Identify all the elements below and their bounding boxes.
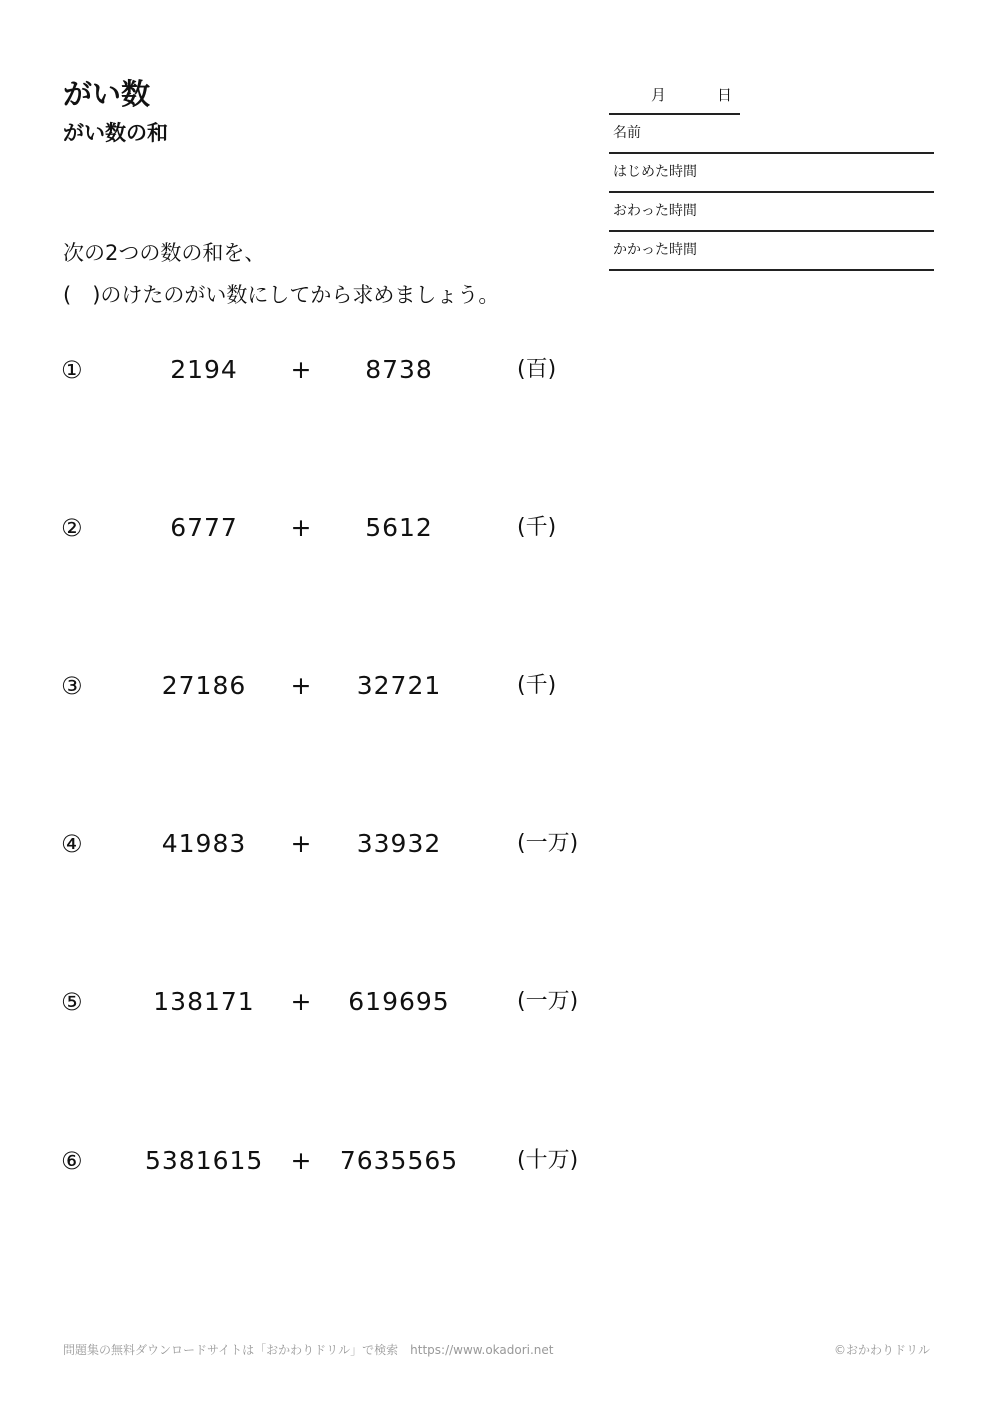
elapsed-time-field[interactable] (609, 232, 934, 271)
problem-6 (0, 1141, 620, 1181)
plus-operator: + (290, 1146, 312, 1175)
first-operand: 5381615 (145, 1146, 264, 1175)
name-label: 名前 (613, 125, 641, 141)
start-time-field[interactable] (609, 154, 934, 193)
day-label: 日 (717, 86, 733, 104)
problem-number: ① (61, 356, 83, 384)
instruction-line-2: ( )のけたのがい数にしてから求めましょう。 (63, 283, 500, 307)
date-field[interactable] (609, 77, 740, 115)
rounding-place: (一万) (517, 831, 579, 856)
rounding-place: (百) (517, 357, 557, 382)
first-operand: 2194 (170, 355, 238, 384)
plus-operator: + (290, 513, 312, 542)
problem-number: ⑥ (61, 1147, 83, 1175)
problem-1 (0, 350, 620, 390)
problem-4 (0, 824, 620, 864)
rounding-place: (一万) (517, 989, 579, 1014)
problem-number: ③ (61, 672, 83, 700)
rounding-place: (十万) (517, 1148, 579, 1173)
second-operand: 8738 (365, 355, 433, 384)
first-operand: 138171 (153, 987, 255, 1016)
name-field[interactable] (609, 115, 934, 154)
page-subtitle: がい数の和 (63, 121, 168, 145)
second-operand: 7635565 (339, 1146, 459, 1175)
problem-number: ⑤ (61, 988, 83, 1016)
problem-number: ④ (61, 830, 83, 858)
plus-operator: + (290, 987, 312, 1016)
instruction-line-1: 次の2つの数の和を、 (63, 241, 266, 265)
end-time-label: おわった時間 (613, 203, 697, 219)
plus-operator: + (290, 671, 312, 700)
plus-operator: + (290, 829, 312, 858)
first-operand: 41983 (161, 829, 247, 858)
second-operand: 32721 (356, 671, 442, 700)
footer-copyright: ©おかわりドリル (833, 1343, 930, 1357)
page-title: がい数 (63, 77, 151, 111)
rounding-place: (千) (517, 673, 557, 698)
problem-5 (0, 982, 620, 1022)
second-operand: 33932 (356, 829, 442, 858)
problem-3 (0, 666, 620, 706)
month-label: 月 (651, 86, 667, 104)
elapsed-time-label: かかった時間 (613, 242, 697, 258)
problem-2 (0, 508, 620, 548)
footer-site-info: 問題集の無料ダウンロードサイトは「おかわりドリル」で検索 https://www.okadori.net (63, 1343, 554, 1357)
start-time-label: はじめた時間 (613, 164, 697, 180)
first-operand: 6777 (170, 513, 238, 542)
instructions (63, 232, 499, 316)
plus-operator: + (290, 355, 312, 384)
end-time-field[interactable] (609, 193, 934, 232)
second-operand: 5612 (365, 513, 433, 542)
problem-number: ② (61, 514, 83, 542)
rounding-place: (千) (517, 515, 557, 540)
first-operand: 27186 (161, 671, 247, 700)
student-info-table (609, 77, 934, 271)
second-operand: 619695 (348, 987, 450, 1016)
